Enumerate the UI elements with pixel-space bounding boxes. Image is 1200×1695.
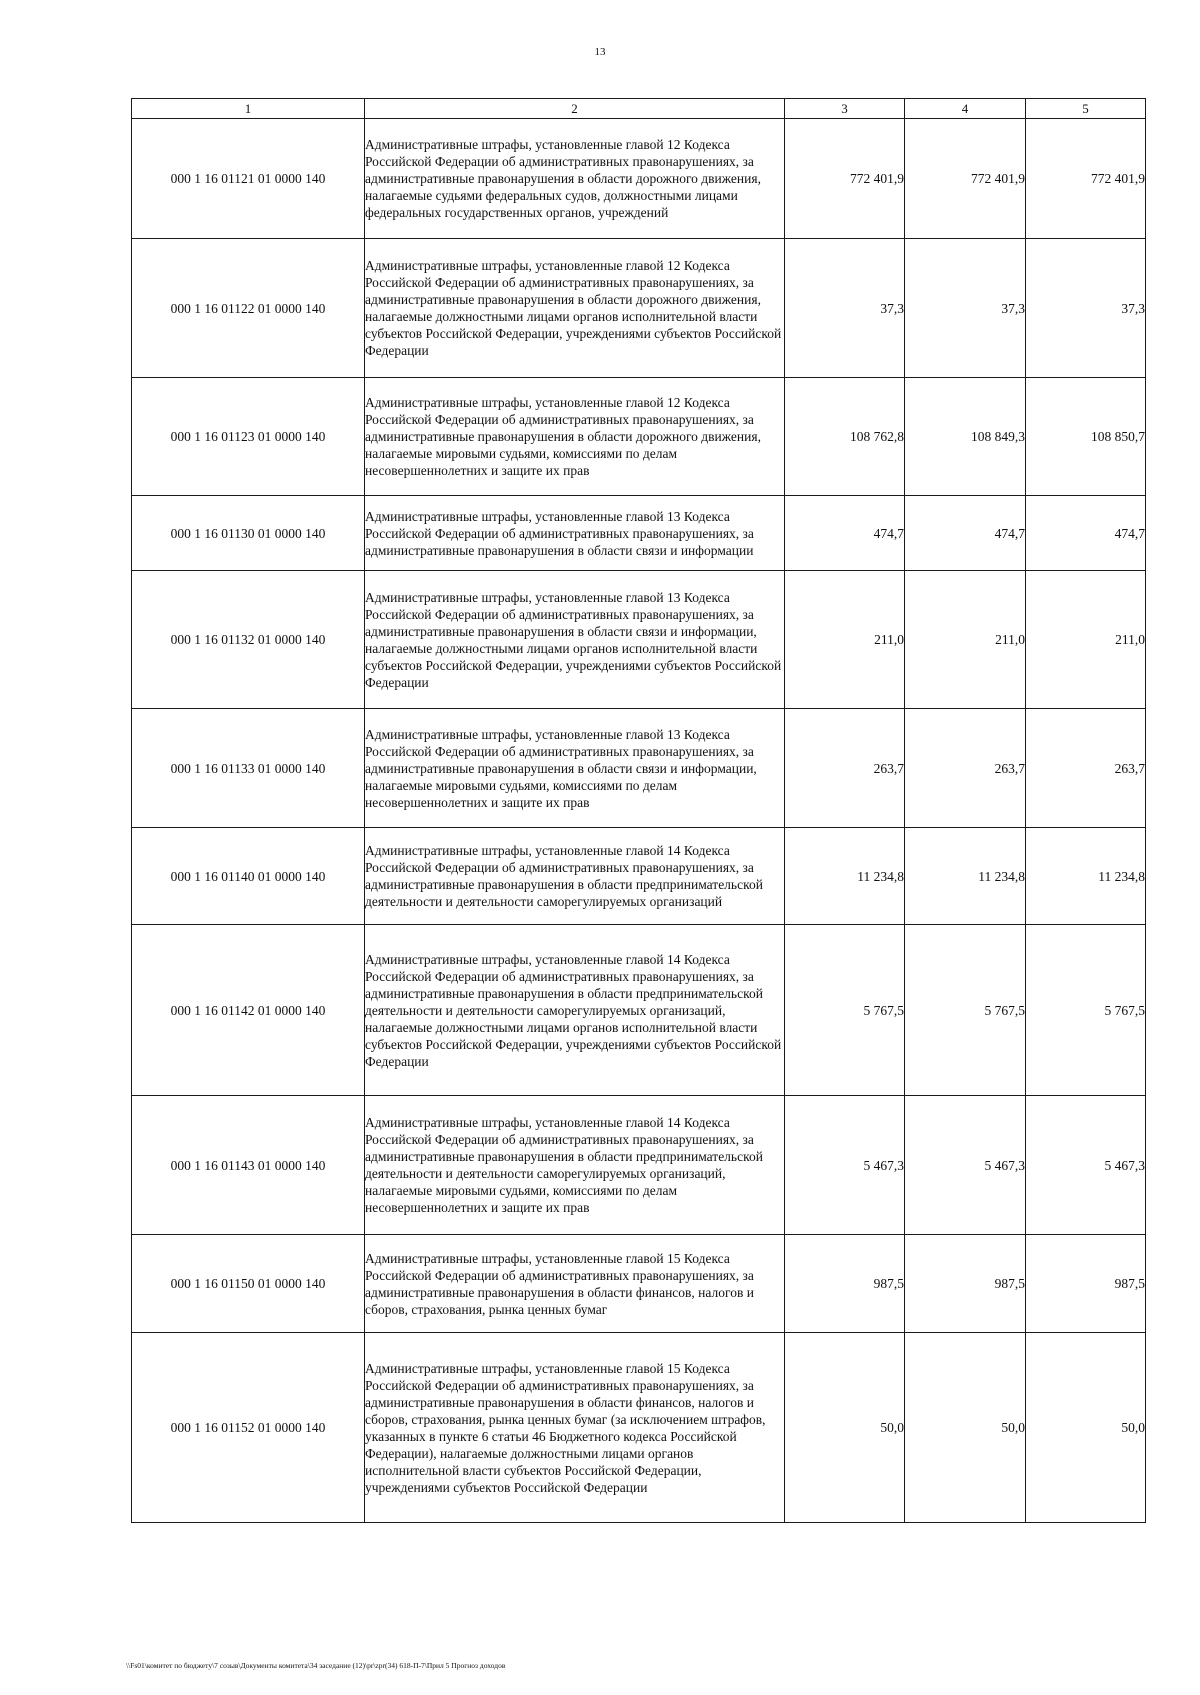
row-value-col5: 263,7: [1026, 709, 1146, 828]
row-value-col3: 263,7: [785, 709, 905, 828]
row-value-col3: 37,3: [785, 239, 905, 378]
row-value-col3: 108 762,8: [785, 378, 905, 496]
row-code: 000 1 16 01123 01 0000 140: [132, 378, 365, 496]
page-number: 13: [594, 46, 606, 58]
column-header-5: 5: [1026, 99, 1146, 119]
row-description: Административные штрафы, установленные главой 12 Кодекса Российской Федерации об административных правонарушениях, за административные правонарушения в области дорожного движения, налагаемые судьями федеральных судов, должностными лицами федеральных государственных органов, учреждений: [365, 119, 785, 239]
row-description: Административные штрафы, установленные главой 13 Кодекса Российской Федерации об административных правонарушениях, за административные правонарушения в области связи и информации: [365, 496, 785, 571]
row-value-col4: 987,5: [905, 1235, 1026, 1333]
row-value-col5: 772 401,9: [1026, 119, 1146, 239]
row-description: Административные штрафы, установленные главой 12 Кодекса Российской Федерации об административных правонарушениях, за административные правонарушения в области дорожного движения, налагаемые должностными лицами органов исполнительной власти субъектов Российской Федерации, учреждениями субъектов Российской Федерации: [365, 239, 785, 378]
row-value-col3: 50,0: [785, 1333, 905, 1523]
row-code: 000 1 16 01140 01 0000 140: [132, 828, 365, 925]
row-description: Административные штрафы, установленные главой 15 Кодекса Российской Федерации об административных правонарушениях, за административные правонарушения в области финансов, налогов и сборов, страхования, рынка ценных бумаг (за исключением штрафов, указанных в пункте 6 статьи 46 Бюджетного кодекса Российской Федерации), налагаемые должностными лицами органов исполнительной власти субъектов Российской Федерации, учреждениями субъектов Российской Федерации: [365, 1333, 785, 1523]
row-code: 000 1 16 01121 01 0000 140: [132, 119, 365, 239]
row-value-col3: 772 401,9: [785, 119, 905, 239]
table-row: [132, 709, 1146, 828]
table-row: [132, 119, 1146, 239]
row-code: 000 1 16 01150 01 0000 140: [132, 1235, 365, 1333]
row-value-col5: 37,3: [1026, 239, 1146, 378]
column-header-4: 4: [905, 99, 1026, 119]
row-value-col4: 5 767,5: [905, 925, 1026, 1096]
table-row: [132, 239, 1146, 378]
row-value-col3: 211,0: [785, 571, 905, 709]
row-value-col4: 5 467,3: [905, 1096, 1026, 1235]
row-description: Административные штрафы, установленные главой 15 Кодекса Российской Федерации об административных правонарушениях, за административные правонарушения в области финансов, налогов и сборов, страхования, рынка ценных бумаг: [365, 1235, 785, 1333]
row-description: Административные штрафы, установленные главой 14 Кодекса Российской Федерации об административных правонарушениях, за административные правонарушения в области предпринимательской деятельности и деятельности саморегулируемых организаций, налагаемые мировыми судьями, комиссиями по делам несовершеннолетних и защите их прав: [365, 1096, 785, 1235]
table-row: [132, 925, 1146, 1096]
row-value-col5: 474,7: [1026, 496, 1146, 571]
row-value-col3: 5 767,5: [785, 925, 905, 1096]
row-value-col3: 11 234,8: [785, 828, 905, 925]
table-row: [132, 1235, 1146, 1333]
revenue-table: [131, 98, 1146, 1523]
row-value-col4: 11 234,8: [905, 828, 1026, 925]
row-code: 000 1 16 01142 01 0000 140: [132, 925, 365, 1096]
row-value-col3: 5 467,3: [785, 1096, 905, 1235]
row-value-col4: 772 401,9: [905, 119, 1026, 239]
row-value-col4: 211,0: [905, 571, 1026, 709]
footer-file-path: \\Fs01\комитет по бюджету\7 созыв\Документы комитета\34 заседание (12)\pr\zpr(34) 618-П-7\Прил 5 Прогноз доходов: [126, 1661, 506, 1670]
table-row: [132, 378, 1146, 496]
row-value-col5: 50,0: [1026, 1333, 1146, 1523]
row-value-col3: 987,5: [785, 1235, 905, 1333]
row-description: Административные штрафы, установленные главой 14 Кодекса Российской Федерации об административных правонарушениях, за административные правонарушения в области предпринимательской деятельности и деятельности саморегулируемых организаций, налагаемые должностными лицами органов исполнительной власти субъектов Российской Федерации, учреждениями субъектов Российской Федерации: [365, 925, 785, 1096]
column-header-2: 2: [365, 99, 785, 119]
row-code: 000 1 16 01122 01 0000 140: [132, 239, 365, 378]
row-value-col5: 987,5: [1026, 1235, 1146, 1333]
table-row: [132, 1096, 1146, 1235]
row-value-col4: 37,3: [905, 239, 1026, 378]
table-row: [132, 571, 1146, 709]
table-row: [132, 1333, 1146, 1523]
row-value-col5: 108 850,7: [1026, 378, 1146, 496]
header-row: [132, 99, 1146, 119]
row-value-col4: 474,7: [905, 496, 1026, 571]
row-code: 000 1 16 01143 01 0000 140: [132, 1096, 365, 1235]
row-value-col5: 11 234,8: [1026, 828, 1146, 925]
row-description: Административные штрафы, установленные главой 14 Кодекса Российской Федерации об административных правонарушениях, за административные правонарушения в области предпринимательской деятельности и деятельности саморегулируемых организаций: [365, 828, 785, 925]
row-value-col4: 263,7: [905, 709, 1026, 828]
row-value-col3: 474,7: [785, 496, 905, 571]
row-code: 000 1 16 01133 01 0000 140: [132, 709, 365, 828]
row-value-col4: 108 849,3: [905, 378, 1026, 496]
row-description: Административные штрафы, установленные главой 13 Кодекса Российской Федерации об административных правонарушениях, за административные правонарушения в области связи и информации, налагаемые должностными лицами органов исполнительной власти субъектов Российской Федерации, учреждениями субъектов Российской Федерации: [365, 571, 785, 709]
row-value-col5: 5 767,5: [1026, 925, 1146, 1096]
row-value-col5: 5 467,3: [1026, 1096, 1146, 1235]
column-header-1: 1: [132, 99, 365, 119]
row-value-col5: 211,0: [1026, 571, 1146, 709]
table-row: [132, 496, 1146, 571]
row-code: 000 1 16 01130 01 0000 140: [132, 496, 365, 571]
row-code: 000 1 16 01152 01 0000 140: [132, 1333, 365, 1523]
column-header-3: 3: [785, 99, 905, 119]
row-value-col4: 50,0: [905, 1333, 1026, 1523]
row-description: Административные штрафы, установленные главой 13 Кодекса Российской Федерации об административных правонарушениях, за административные правонарушения в области связи и информации, налагаемые мировыми судьями, комиссиями по делам несовершеннолетних и защите их прав: [365, 709, 785, 828]
row-description: Административные штрафы, установленные главой 12 Кодекса Российской Федерации об административных правонарушениях, за административные правонарушения в области дорожного движения, налагаемые мировыми судьями, комиссиями по делам несовершеннолетних и защите их прав: [365, 378, 785, 496]
table-row: [132, 828, 1146, 925]
row-code: 000 1 16 01132 01 0000 140: [132, 571, 365, 709]
